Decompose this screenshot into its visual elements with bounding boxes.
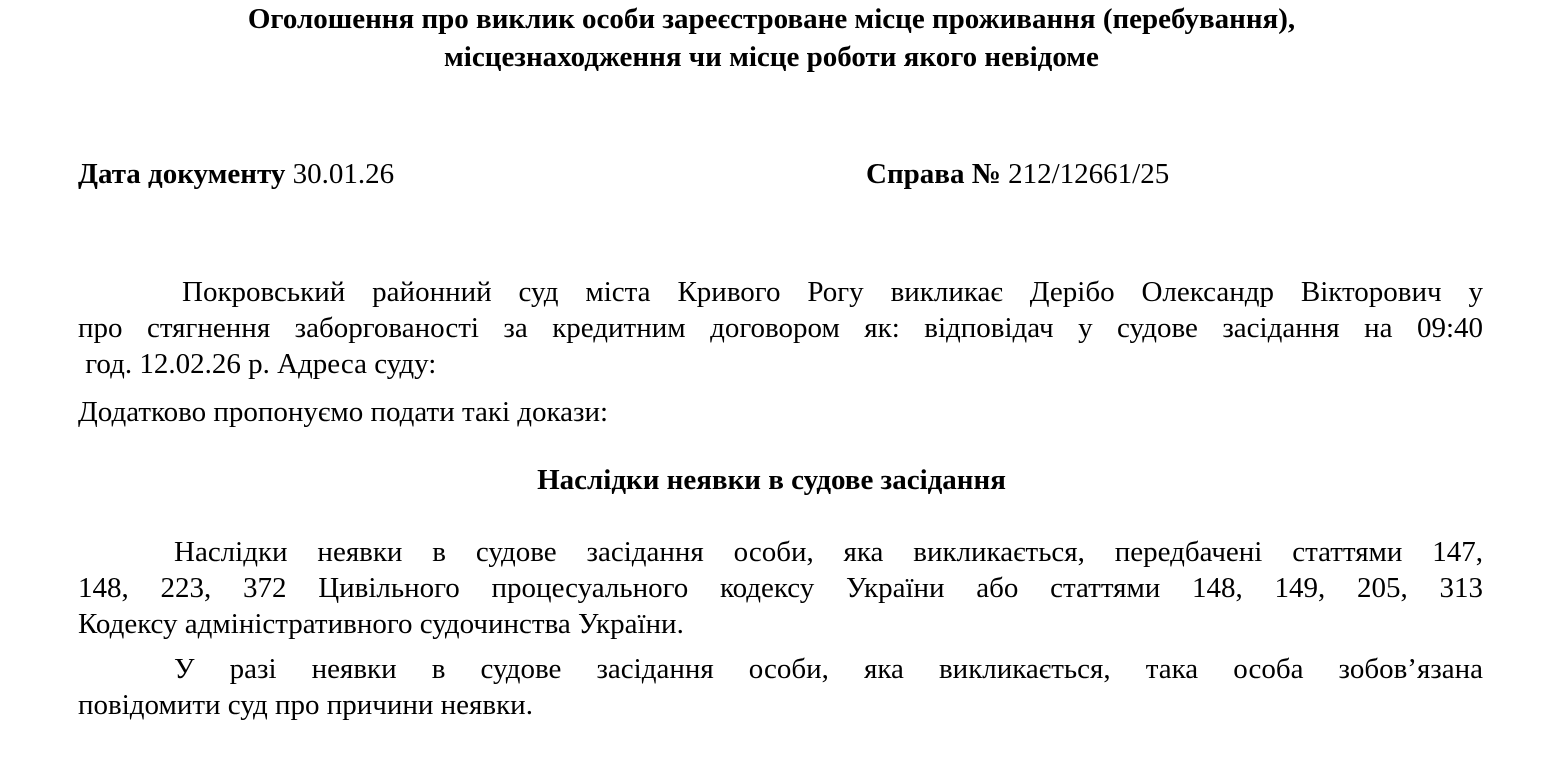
- case-number: [866, 156, 1169, 192]
- consequences-line-1-text: Наслідки неявки в судове засідання особи, яка викликається, передбачені статтями 147,: [174, 536, 1483, 568]
- notification-line-1: [78, 651, 1483, 687]
- summons-paragraph: [78, 274, 1483, 382]
- consequences-line-1: [78, 534, 1483, 570]
- evidence-request: Додатково пропонуємо подати такі докази:: [78, 396, 609, 428]
- summons-line-1: [78, 274, 1483, 310]
- document-date-label: Дата документу: [78, 158, 286, 190]
- summons-line-3-text: год. 12.02.26 р. Адреса суду:: [85, 348, 437, 380]
- consequences-heading: Наслідки неявки в судове засідання: [537, 464, 1006, 496]
- document-title-line-1: Оголошення про виклик особи зареєстроване місце проживання (перебування),: [247, 3, 1296, 35]
- summons-line-2: про стягнення заборгованості за кредитним договором як: відповідач у судове засідання на 09:40: [78, 312, 1483, 344]
- summons-line-1-text: Покровський районний суд міста Кривого Рогу викликає Дерібо Олександр Вікторович у: [182, 276, 1483, 308]
- document-title-line-2: місцезнаходження чи місце роботи якого невідоме: [444, 41, 1099, 73]
- notification-paragraph: [78, 651, 1483, 723]
- consequences-line-2: 148, 223, 372 Цивільного процесуального кодексу України або статтями 148, 149, 205, 313: [78, 572, 1483, 604]
- consequences-line-3: Кодексу адміністративного судочинства України.: [78, 608, 684, 640]
- document-date-value: 30.01.26: [292, 158, 395, 190]
- consequences-paragraph: [78, 534, 1483, 642]
- summons-line-3: [78, 346, 1483, 382]
- case-number-value: 212/12661/25: [1008, 158, 1170, 190]
- notification-line-1-text: У разі неявки в судове засідання особи, яка викликається, така особа зобов’язана: [174, 653, 1483, 685]
- notification-line-2: повідомити суд про причини неявки.: [78, 689, 533, 721]
- case-number-label: Справа №: [866, 158, 1001, 190]
- document-date: [78, 156, 394, 192]
